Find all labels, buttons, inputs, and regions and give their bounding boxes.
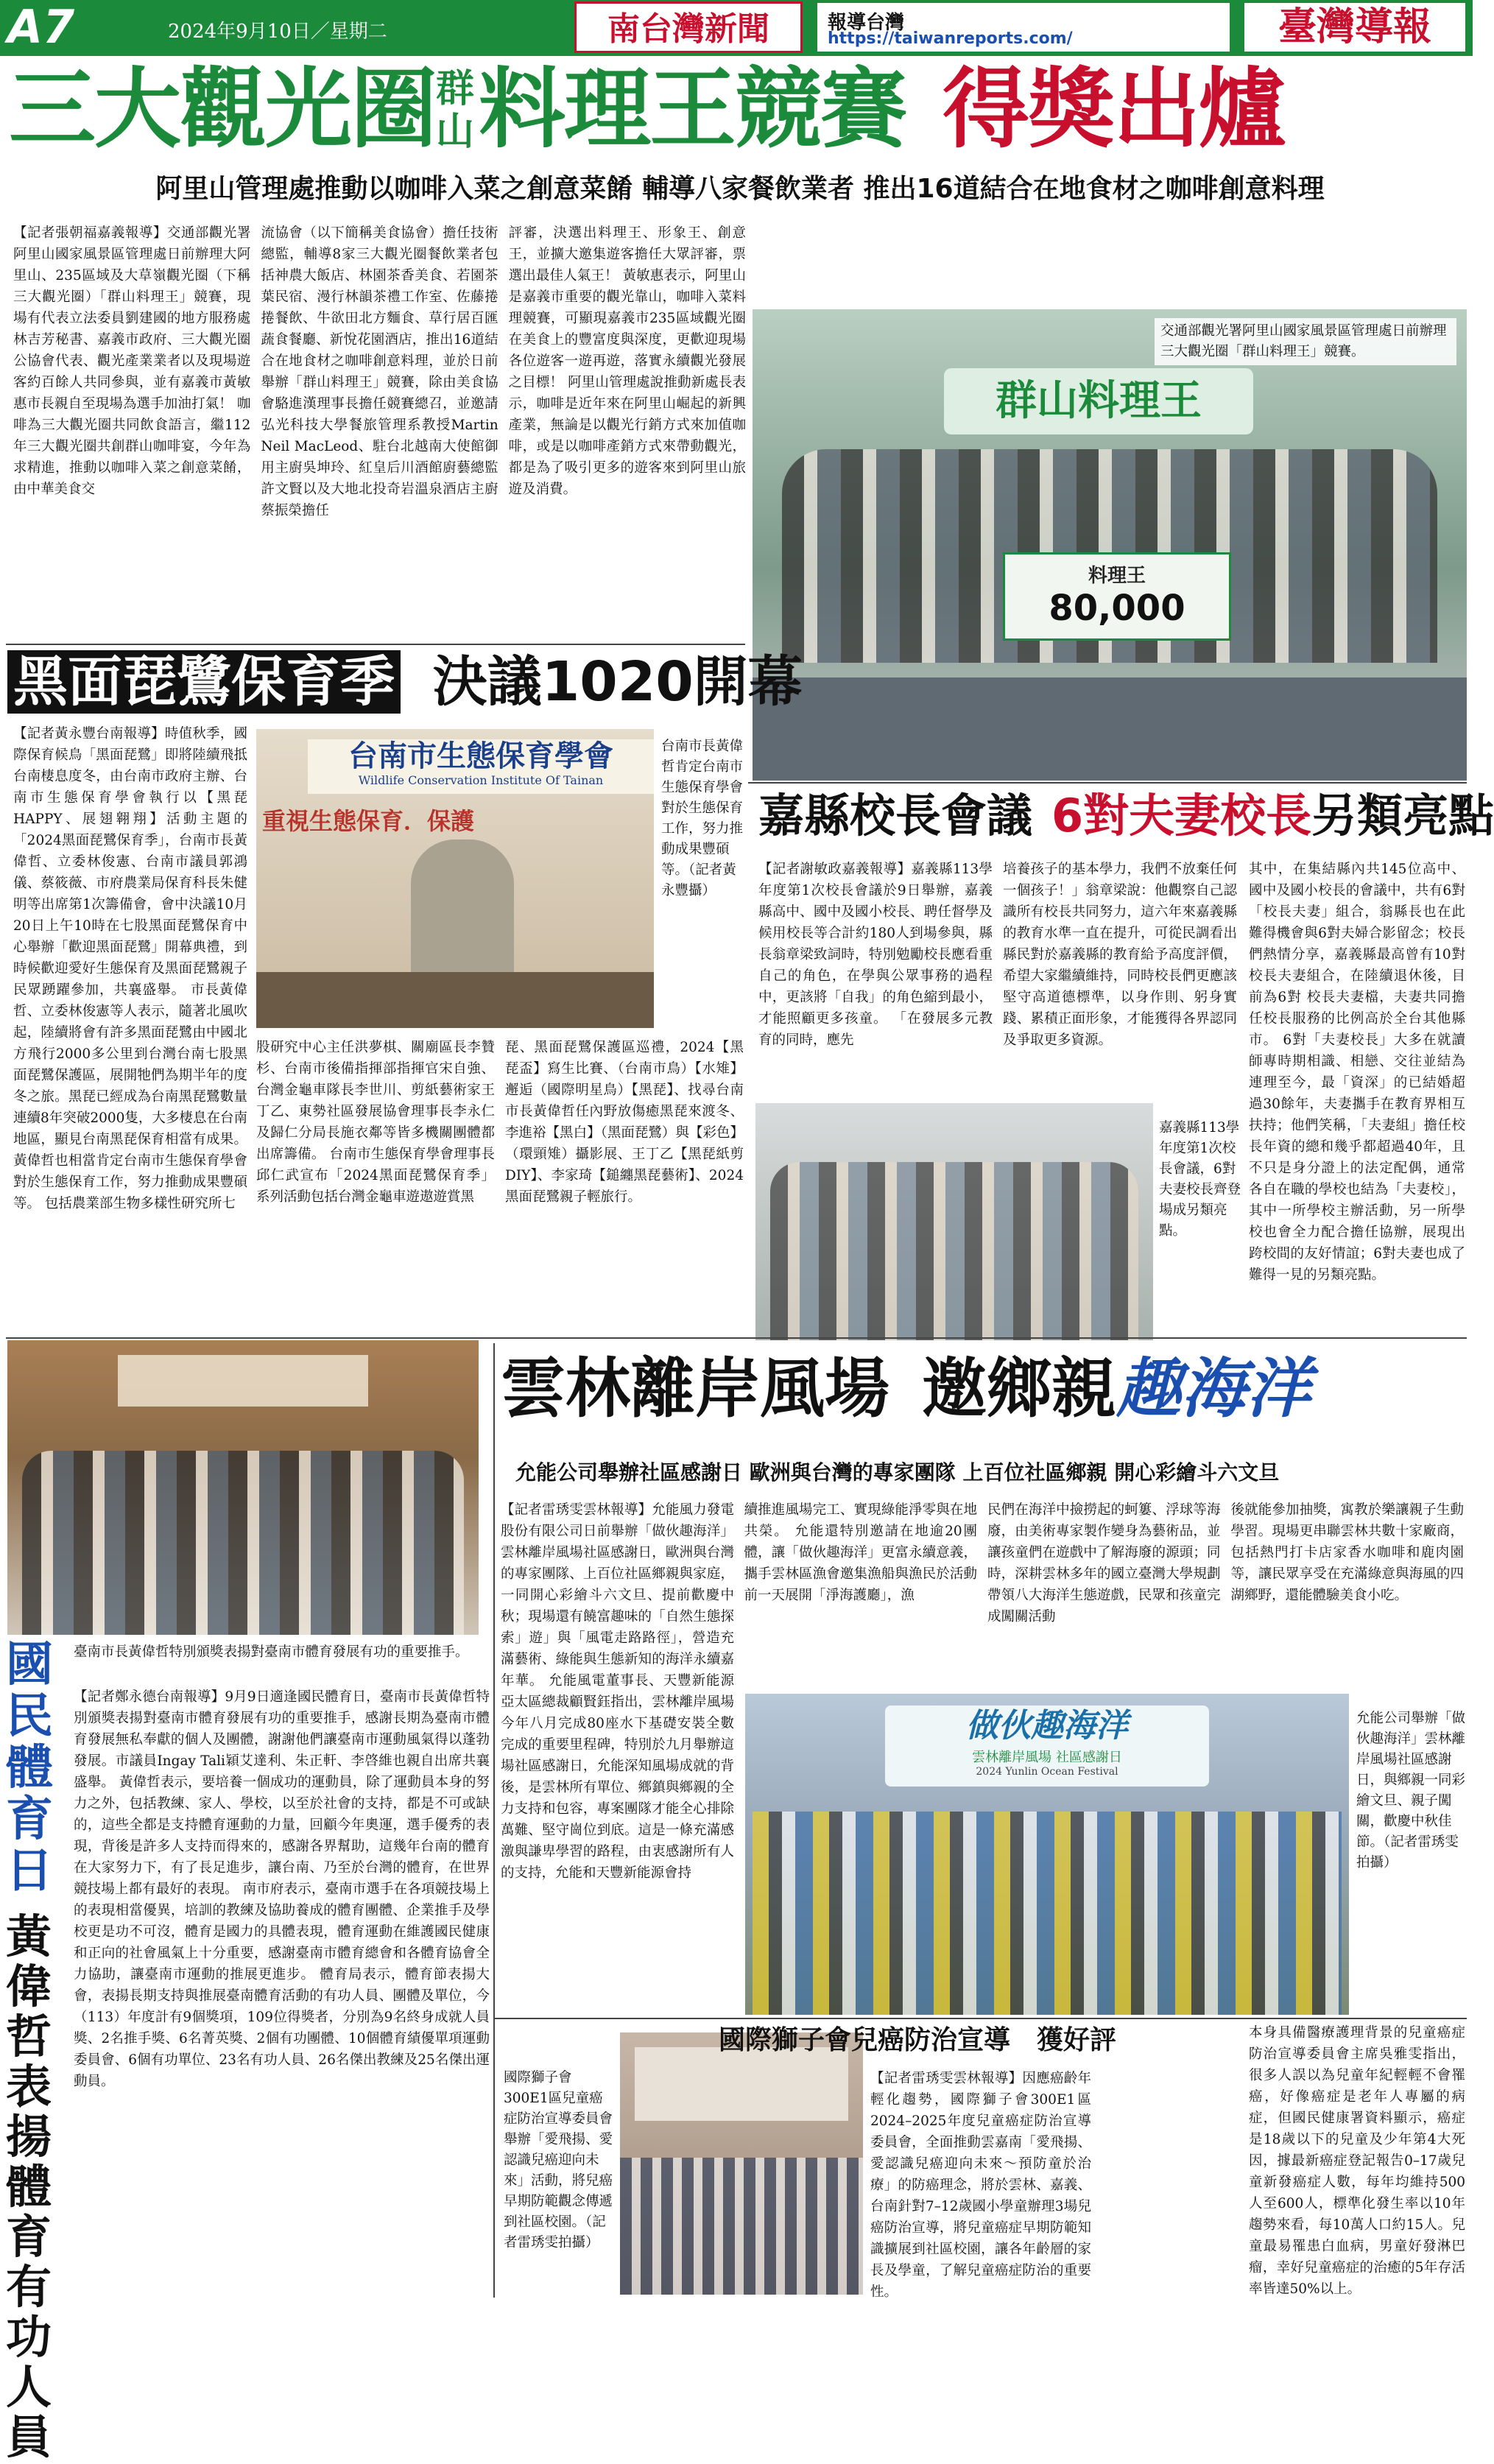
site-url[interactable]: https://taiwanreports.com/	[828, 29, 1073, 48]
a3-photo-group	[770, 1162, 1138, 1340]
a6-title: 國際獅子會兒癌防治宣導 獲好評	[719, 2025, 1117, 2055]
a5-photo-banner	[118, 1355, 368, 1407]
a5-photo	[7, 1340, 479, 1635]
a2-col-1: 【記者黃永豐台南報導】時值秋季，國際保育候鳥「黑面琵鷺」即將陸續飛抵台南棲息度冬，由台南市政府主辦、台南市生態保育學會執行以【黑琵HAPPY、展翅翱翔】活動主題的「2024黑面琵鷺保育季」，台南市長黃偉哲、立委林俊憲、台南市議員郭鴻儀、蔡筱薇、市府農業局保育科長朱健明等出席第1次籌備會，會中決議10月20日上午10時在七股黑面琵鷺保育中心舉辦「歡迎黑面琵鷺」開幕典禮，到時候歡迎愛好生態保育及黑面琵鷺親子民眾踴躍參加，共襄盛舉。 市長黃偉哲、立委林俊憲等人表示，隨著北風吹起，陸續將會有許多黑面琵鷺由中國北方飛行2000多公里到台灣台南七股黑面琵鷺保護區，展開牠們為期半年的度冬之旅。黑琵已經成為台南黑琵鷺數量連續8年突破2000隻，大多棲息在台南地區，顯見台南黑琵保育相當有成果。 黃偉哲也相當肯定台南市生態保育學會對於生態保育工作，努力推動成果豐碩等。 包括農業部生物多樣性研究所七	[13, 726, 247, 1211]
a3-headline	[758, 786, 1494, 845]
a2-photo-banner	[308, 739, 654, 794]
a4-col-3: 民們在海洋中撿撈起的蚵簍、浮球等海廢，由美術專家製作變身為藝術品，並讓孩童們在遊戲中了解海廢的源頭；同時，深耕雲林多年的國立臺灣大學規劃帶領八大海洋生態遊戲，民眾和孩童完成闖關活動	[987, 1502, 1221, 1625]
a1-subtitle: 阿里山管理處推動以咖啡入菜之創意菜餚 輔導八家餐飲業者 推出16道結合在地食材之咖啡創意料理	[155, 174, 1325, 204]
a1-title-a: 三大觀光圈	[9, 58, 437, 160]
a1-photo-sign	[1003, 552, 1231, 641]
a1-photo-banner: 群山料理王	[944, 368, 1253, 434]
site-box	[817, 3, 1230, 52]
a5-side-b: 黃偉哲表揚體育有功人員	[6, 1909, 52, 2464]
a6-photo-stage	[635, 2047, 848, 2121]
divider	[495, 2018, 1467, 2019]
a6-photo-audience	[620, 2158, 863, 2295]
a4-col-2: 續推進風場完工、實現綠能淨零與在地共榮。 允能還特別邀請在地逾20團體，讓「做伙趣海洋」更富永續意義，攜手雲林區漁會邀集漁船與漁民於活動前一天展開「淨海護廳」，漁	[744, 1502, 977, 1603]
a2-title-b: 決議1020開幕	[432, 650, 803, 714]
a1-col-3: 評審，決選出料理王、形象王、創意王，並擴大邀集遊客擔任大眾評審，票選出最佳人氣王！ 黃敏惠表示，阿里山是嘉義市重要的觀光靠山，咖啡入菜料理競賽，可顯現嘉義市235區域觀光圈在美食上的豐富度與深度，更歡迎現場各位遊客一遊再遊，落實永續觀光發展之目標！ 阿里山管理處說推動新處長表示，咖啡是近年來在阿里山崛起的新興產業，無論是以觀光行銷方式來加值咖啡，或是以咖啡產銷方式來帶動觀光，都是為了吸引更多的遊客來到阿里山旅遊及消費。	[508, 225, 746, 497]
a1-photo	[753, 309, 1467, 781]
a4-title-a: 雲林離岸風場	[501, 1351, 890, 1426]
a2-headline	[7, 648, 803, 716]
a4-photo-crowd	[753, 1812, 1342, 2015]
a2-photo-table	[256, 972, 654, 1028]
a3-body-top	[758, 859, 1237, 1096]
a1-sign-label: 料理王	[1088, 565, 1146, 587]
a4-banner-sub: 雲林離岸風場 社區感謝日	[972, 1750, 1122, 1765]
a1-col-1: 【記者張朝福嘉義報導】交通部觀光署阿里山國家風景區管理處日前辦理大阿里山、235區域及大草嶺觀光圈（下稱三大觀光圈）「群山料理王」競賽，現場有代表立法委員劉建國的地方服務處林吉芳秘書、嘉義市政府、三大觀光圈公協會代表、觀光產業業者以及現場遊客約百餘人共同參與，並有嘉義市黃敏惠市長親自至現場為選手加油打氣！ 咖啡為三大觀光圈共同飲食語言，繼112年三大觀光圈共創群山咖啡宴，今年為求精進，推動以咖啡入菜之創意菜餚，由中華美食交	[13, 225, 251, 497]
divider	[493, 1343, 495, 2298]
a4-subtitle: 允能公司舉辦社區感謝日 歐洲與台灣的專家團隊 上百位社區鄉親 開心彩繪斗六文旦	[515, 1460, 1280, 1485]
a5-photo-group	[22, 1451, 464, 1635]
divider	[6, 644, 745, 645]
a3-title-c: 另類亮點	[1311, 789, 1494, 842]
a3-col-3: 其中，在集結縣內共145位高中、國中及國小校長的會議中，共有6對「校長夫妻」組合，翁縣長也在此難得機會與6對夫婦合影留念；校長們熱情分享，嘉義縣最高曾有10對校長夫妻組合，在陸續退休後，目前為6對 校長夫妻檔，夫妻共同擔任校長服務的比例高於全台其他縣市。 6對「夫妻校長」大多在就讀師專時期相識、相戀、交往並結為連理至今，最「資深」的已結婚超過30餘年，夫妻攜手在教育界相互扶持；他們笑稱，「夫妻組」擔任校長年資的總和幾乎都超過40年，且不只是身分證上的法定配偶，通常各自在職的學校也結為「夫妻校」，其中一所學校主辦活動，另一所學校也會全力配合擔任協辦，展現出跨校間的友好情誼；6對夫妻也成了難得一見的另類亮點。	[1249, 862, 1465, 1283]
a2-col-2: 股研究中心主任洪夢棋、關廟區長李贊杉、台南市後備指揮部指揮官宋自強、台灣金龜車隊長李世川、剪紙藝術家王丁乙、東勢社區發展協會理事長李永仁及歸仁分局長施衣鄰等皆多機關團體都出席籌備。 台南市生態保育學會理事長邱仁武宣布「2024黑面琵鷺保育季」系列活動包括台灣金龜車遊遨遊賞黑	[256, 1040, 495, 1205]
a1-col-2: 流協會（以下簡稱美食協會）擔任技術總監，輔導8家三大觀光圈餐飲業者包括神農大飯店、林園茶香美食、若園茶葉民宿、漫行林韻茶禮工作室、佐藤捲捲餐飲、牛欲田北方麵食、草行居百匯蔬食餐廳、新悅花園酒店，推出16道結合在地食材之咖啡創意料理，並於日前舉辦「群山料理王」競賽，除由美食協會駱進漢理事長擔任競賽總召，並邀請弘光科技大學餐旅管理系教授Martin Neil MacLeod、駐台北越南大使館御用主廚吳坤玲、紅皇后川酒館廚藝總監許文賢以及大地北投奇岩溫泉酒店主廚蔡振榮擔任	[261, 225, 498, 518]
page-number: A7	[7, 0, 75, 54]
a4-banner-tag: 2024 Yunlin Ocean Festival	[976, 1766, 1118, 1778]
a4-headline	[501, 1352, 1311, 1426]
a2-body-left	[13, 723, 247, 1334]
a4-col-1-text: 【記者雷琇雯雲林報導】允能風力發電股份有限公司日前舉辦「做伙趣海洋」雲林離岸風場社區感謝日，歐洲與台灣的專家團隊、上百位社區鄉親與家庭，一同開心彩繪斗六文旦、提前歡慶中秋；現場還有饒富趣味的「自然生態探索」遊」與「風電走路路徑」，營造充滿藝術、綠能與生態新知的海洋永續嘉年華。 允能風電董事長、天豐新能源亞太區總裁顧賢鈺指出，雲林離岸風場今年八月完成80座水下基礎安裝全數完成的重要里程碑，特別於九月舉辦這場社區感謝日，允能深知風場成就的背後，是雲林所有單位、鄉鎮與鄉親的全力支持和包容，專案團隊才能全心排除萬難、堅守崗位到底。這是一條充滿感激與謙卑學習的路程，由衷感謝所有人的支持，允能和天豐新能源會持	[501, 1502, 734, 1881]
a1-title-b: 料理王競賽	[479, 58, 906, 160]
a3-title-b: 6對夫妻校長	[1051, 789, 1312, 842]
a1-photo-stage	[753, 677, 1467, 781]
divider	[6, 1337, 1467, 1339]
a4-photo-caption: 允能公司舉辦「做伙趣海洋」雲林離岸風場社區感謝日，與鄉親一同彩繪文旦、親子闖關，歡慶中秋佳節。（記者雷琇雯拍攝）	[1356, 1711, 1466, 1870]
a6-photo	[620, 2032, 863, 2295]
a1-headline	[9, 58, 1285, 160]
a4-banner-title: 做伙趣海洋	[966, 1707, 1128, 1745]
a2-photo-caption: 台南市長黃偉哲肯定台南市生態保育學會對於生態保育工作，努力推動成果豐碩等。（記者黃永豐攝）	[661, 739, 744, 898]
a2-photo	[256, 729, 654, 1028]
a1-title-small: 群山	[436, 67, 473, 154]
a2-col-3: 琵、黑面琵鷺保護區巡禮，2024【黑琵盃】寫生比賽、（台南市鳥）【水雉】邂逅（國際明星鳥）【黑琵】、找尋台南市長黃偉哲任內野放傷癒黑琵來渡冬、李進裕【黑白】（黑面琵鷺）與【彩色】（環頸雉）攝影展、王丁乙【黑琵紙剪DIY】、李家琦【鎚纏黑琵藝術】、2024黑面琵鷺親子輕旅行。	[505, 1040, 744, 1205]
a5-photo-caption: 臺南市長黃偉哲特別頒獎表揚對臺南市體育發展有功的重要推手。	[74, 1644, 469, 1660]
a3-title-a: 嘉縣校長會議	[758, 789, 1033, 842]
a4-title-b: 邀鄉親	[922, 1351, 1117, 1426]
a1-body	[13, 222, 746, 641]
a2-body-right	[256, 1037, 744, 1334]
a4-photo-banner	[885, 1706, 1209, 1787]
a4-col-4: 後就能參加抽獎，寓教於樂讓親子生動學習。現場更串聯雲林共數十家廠商，包括熱門打卡店家香水咖啡和鹿肉園等，讓民眾享受在充滿綠意與海風的四湖鄉野，還能體驗美食小吃。	[1230, 1502, 1464, 1603]
divider	[748, 782, 1467, 784]
a5-side-title	[6, 1638, 65, 2464]
a2-banner-en: Wildlife Conservation Institute Of Tainan	[358, 773, 604, 787]
a1-sign-amount: 80,000	[1049, 588, 1185, 629]
a6-col-1: 【記者雷琇雯雲林報導】因應癌齡年輕化趨勢，國際獅子會300E1區2024–2025年度兒童癌症防治宣導委員會，全面推動雲嘉南「愛飛揚、愛認識兒癌迎向未來～預防童於治療」的防癌理念，將於雲林、嘉義、台南針對7–12歲國小學童辦理3場兒癌防治宣導，將兒童癌症早期防範知識擴展到社區校園，讓各年齡層的家長及學童，了解兒童癌症防治的重要性。	[870, 2071, 1091, 2300]
a6-photo-caption: 國際獅子會300E1區兒童癌症防治宣導委員會舉辦「愛飛揚、愛認識兒癌迎向未來」活動，將兒癌早期防範觀念傳遞到社區校園。（記者雷琇雯拍攝）	[504, 2070, 613, 2250]
site-name: 報導台灣	[828, 12, 905, 34]
a4-title-c: 趣海洋	[1116, 1351, 1311, 1426]
a3-photo	[755, 1103, 1153, 1340]
a2-banner-text: 台南市生態保育學會	[348, 739, 613, 773]
newspaper-logo: 臺灣導報	[1244, 3, 1465, 52]
a3-photo-caption: 嘉義縣113學年度第1次校長會議，6對夫妻校長齊登場成另類亮點。	[1159, 1120, 1241, 1239]
a5-body: 【記者鄭永德台南報導】9月9日適逢國民體育日，臺南市長黃偉哲特別頒獎表揚對臺南市體育發展有功的重要推手，感謝長期為臺南市體育發展無私奉獻的個人及團體，謝謝他們讓臺南市運動風氣得以蓬勃發展。市議員Ingay Tali穎艾達利、朱正軒、李啓維也親自出席共襄盛舉。 黃偉哲表示，要培養一個成功的運動員，除了運動員本身的努力之外，包括教練、家人、學校，以至於社會的支持，都是不可或缺的，這些全都是支持體育運動的力量，回顧今年奧運，選手優秀的表現，背後是許多人支持而得來的，感謝各界幫助，這幾年台南的體育在大家努力下，有了長足進步，讓台南、乃至於台灣的體育，在世界競技場上都有最好的表現。 南市府表示，臺南市選手在各項競技場上的表現相當優異，培訓的教練及協助養成的體育團體、企業推手及學校更是功不可沒，體育是國力的具體表現，體育運動在維護國民健康和正向的社會風氣上十分重要，感謝臺南市體育總會和各體育協會全力協助，讓臺南市運動的推展更進步。 體育局表示，體育節表揚大會，表揚長期支持與推展臺南體育活動的有功人員、團體及單位，今（113）年度計有9個獎項，109位得獎者，分別為9名終身成就人員獎、2名推手獎、6名菁英獎、2個有功團體、10個體育績優單項運動委員會、6個有功單位、23名有功人員、26名傑出教練及25名傑出運動員。	[74, 1689, 490, 2089]
a2-photo-slogan: 重視生態保育．保護	[262, 807, 475, 835]
a4-photo	[745, 1694, 1349, 2015]
a5-side-a: 國民體育日	[6, 1638, 53, 1898]
section-name: 南台灣新聞	[574, 1, 803, 53]
a1-title-c: 得獎出爐	[942, 58, 1285, 160]
masthead	[0, 0, 1473, 56]
a2-title-a: 黑面琵鷺保育季	[7, 650, 401, 714]
a1-photo-caption: 交通部觀光署阿里山國家風景區管理處日前辦理三大觀光圈「群山料理王」競賽。	[1155, 318, 1456, 365]
a3-col-1: 【記者謝敏政嘉義報導】嘉義縣113學年度第1次校長會議於9日舉辦，嘉義縣高中、國中及國小校長、聘任督學及候用校長等合計約180人到場參與，縣長翁章梁致詞時，特別勉勵校長應看重自己的角色，在學與公眾事務的過程中，更該將「自我」的角色縮到最小，才能照顧更多孩童。 「在發展多元教育的同時，應先	[758, 862, 993, 1048]
a3-col-2: 培養孩子的基本學力，我們不放棄任何一個孩子！」翁章梁說：他觀察自己認識所有校長共同努力，這六年來嘉義縣的教育水準一直在提升，可從民調看出縣民對於嘉義縣的教育給予高度評價，希望大家繼續維持，同時校長們更應該堅守高道德標準，以身作則、躬身實踐、累積正面形象，才能獲得各界認同及爭取更多資源。	[1003, 862, 1237, 1048]
a6-col-2: 本身具備醫療護理背景的兒童癌症防治宣導委員會主席吳雅雯指出，很多人誤以為兒童年紀輕輕不會罹癌，好像癌症是老年人專屬的病症，但國民健康署資料顯示，癌症是18歲以下的兒童及少年第4大死因，據最新癌症登記報告0–17歲兒童新發癌症人數，每年均維持500人至600人，標準化發生率以10年趨勢來看，每10萬人口約15人。兒童最易罹患白血病，男童好發淋巴瘤，幸好兒童癌症的治癒的5年存活率皆達50%以上。	[1249, 2025, 1465, 2297]
issue-date: 2024年9月10日／星期二	[168, 21, 387, 43]
